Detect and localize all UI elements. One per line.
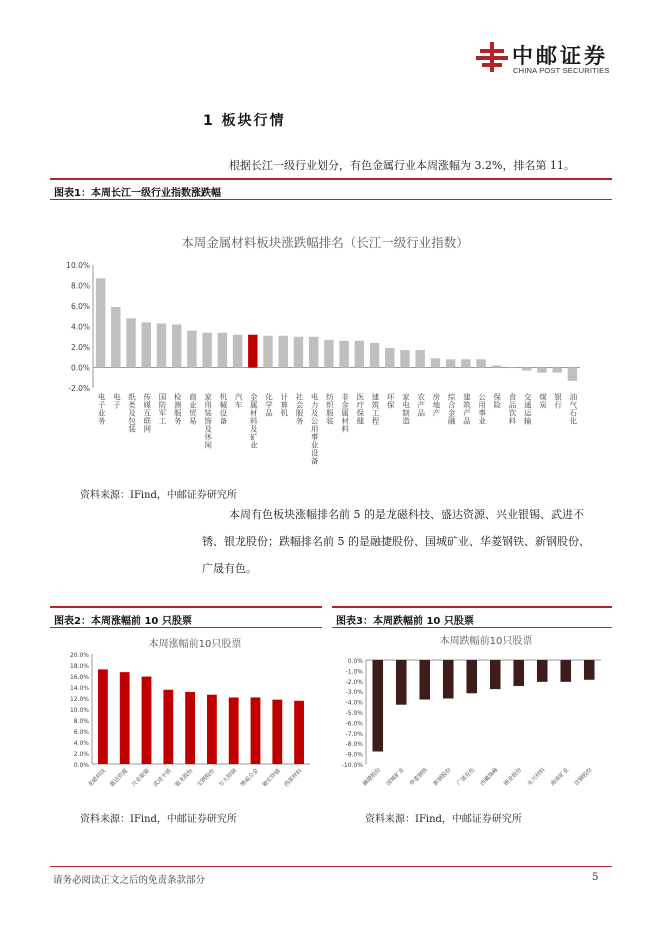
y-tick-label: -6.0% bbox=[345, 720, 363, 728]
y-tick-label: 4.0% bbox=[73, 740, 89, 747]
category-label: 农产品 bbox=[417, 392, 425, 418]
category-label: 综合金融 bbox=[447, 392, 456, 426]
figure2-header bbox=[50, 606, 322, 628]
bar bbox=[96, 278, 105, 367]
category-label: 锡业股份 bbox=[503, 767, 524, 788]
bar bbox=[513, 660, 524, 686]
bar bbox=[492, 365, 501, 367]
footer-disclaimer: 请务必阅读正文之后的免责条款部分 bbox=[53, 875, 206, 886]
category-label: 宝钢股份 bbox=[196, 768, 217, 789]
y-tick-label: 0.0% bbox=[73, 762, 89, 769]
bar bbox=[98, 669, 108, 764]
y-tick-label: 2.0% bbox=[73, 751, 89, 758]
company-name-en: CHINA POST SECURITIES bbox=[513, 66, 610, 75]
y-tick-label: -2.0% bbox=[345, 678, 363, 686]
category-label: 机械设备 bbox=[219, 392, 228, 426]
bar bbox=[415, 350, 424, 367]
footer-divider bbox=[50, 866, 612, 867]
category-label: 银行 bbox=[554, 392, 562, 410]
bar bbox=[229, 697, 239, 764]
bar bbox=[263, 336, 272, 368]
bar bbox=[185, 692, 195, 764]
category-label: 西部材料 bbox=[283, 768, 304, 789]
category-label: 盛达资源 bbox=[109, 768, 130, 789]
y-tick-label: 12.0% bbox=[69, 696, 89, 703]
category-label: 家用装饰及休闲 bbox=[204, 392, 212, 450]
bar bbox=[396, 660, 407, 705]
bar bbox=[443, 660, 454, 698]
y-tick-label: 10.0% bbox=[66, 261, 90, 270]
bar bbox=[419, 660, 430, 700]
category-label: 华菱钢铁 bbox=[409, 767, 430, 788]
bar bbox=[507, 368, 516, 369]
y-tick-label: 18.0% bbox=[69, 663, 89, 670]
bar bbox=[163, 690, 173, 764]
y-tick-label: -5.0% bbox=[345, 710, 363, 717]
bar bbox=[537, 660, 548, 682]
y-tick-label: 8.0% bbox=[73, 718, 89, 725]
top-gainers-chart bbox=[60, 630, 315, 800]
bar bbox=[157, 323, 166, 367]
bar bbox=[309, 337, 318, 368]
bar bbox=[552, 368, 561, 373]
category-label: 纸类及包装 bbox=[128, 392, 136, 434]
y-tick-label: -8.0% bbox=[345, 741, 363, 749]
category-label: 保险 bbox=[493, 392, 502, 410]
bar bbox=[111, 307, 120, 367]
bar bbox=[461, 359, 470, 367]
category-label: 武进不锈 bbox=[152, 768, 173, 789]
figure2-source: 资料来源：IFind，中邮证券研究所 bbox=[80, 814, 237, 825]
y-tick-label: 14.0% bbox=[69, 685, 89, 692]
bar bbox=[339, 341, 348, 368]
summary-line-3: 广晟有色。 bbox=[202, 562, 257, 575]
category-label: 国防军工 bbox=[158, 392, 167, 426]
category-label: 计算机 bbox=[280, 392, 288, 418]
bar bbox=[568, 368, 577, 381]
y-tick-label: -1.0% bbox=[345, 668, 363, 676]
category-label: 油气石化 bbox=[569, 392, 578, 426]
bar bbox=[142, 677, 152, 764]
category-label: 煤炭 bbox=[539, 392, 547, 410]
summary-line-2: 锈、银龙股份；跌幅排名前 5 的是融捷股份、国城矿业、华菱钢铁、新钢股份、 bbox=[202, 535, 590, 548]
bar bbox=[370, 343, 379, 368]
y-tick-label: 0.0% bbox=[70, 363, 90, 373]
y-tick-label: 6.0% bbox=[73, 729, 89, 736]
bar bbox=[142, 322, 151, 367]
category-label: 食品饮料 bbox=[508, 392, 517, 426]
category-label: 海南矿业 bbox=[550, 767, 571, 788]
category-label: 化学品 bbox=[265, 392, 273, 418]
bar bbox=[537, 368, 546, 373]
category-label: 兴业银锡 bbox=[130, 768, 151, 789]
y-tick-label: 0.0% bbox=[347, 658, 363, 665]
bar bbox=[355, 341, 364, 368]
bar bbox=[126, 318, 135, 367]
category-label: 环保 bbox=[387, 392, 395, 410]
chart-title: 本周涨幅前10只股票 bbox=[148, 639, 242, 650]
y-tick-label: -10.0% bbox=[341, 762, 363, 769]
bar bbox=[522, 368, 531, 371]
y-tick-label: -4.0% bbox=[345, 699, 363, 707]
figure1-label: 图表1：本周长江一级行业指数涨跌幅 bbox=[54, 188, 221, 199]
bar bbox=[279, 336, 288, 368]
bar bbox=[560, 660, 571, 682]
category-label: 建筑产品 bbox=[463, 392, 471, 426]
page-number: 5 bbox=[592, 872, 599, 883]
y-tick-label: -9.0% bbox=[345, 751, 363, 759]
y-tick-label: -2.0% bbox=[68, 384, 90, 393]
bar bbox=[446, 359, 455, 367]
bar bbox=[187, 331, 196, 368]
bar bbox=[207, 695, 217, 764]
category-label: 传媒互联网 bbox=[143, 392, 152, 434]
bar bbox=[294, 701, 304, 764]
bar bbox=[400, 350, 409, 367]
figure1-source: 资料来源：IFind，中邮证券研究所 bbox=[80, 490, 237, 501]
figure3-label: 图表3：本周跌幅前 10 只股票 bbox=[336, 616, 474, 627]
bar bbox=[431, 358, 440, 367]
category-label: 汽车 bbox=[234, 392, 243, 410]
intro-paragraph: 根据长江一级行业划分，有色金属行业本周涨幅为 3.2%，排名第 11。 bbox=[229, 159, 575, 172]
figure1-header bbox=[50, 178, 612, 200]
y-tick-label: 6.0% bbox=[70, 302, 90, 311]
category-label: 永兴材料 bbox=[526, 767, 547, 788]
category-label: 融捷股份 bbox=[362, 767, 383, 788]
industry-change-chart bbox=[50, 225, 612, 480]
chart-title: 本周金属材料板块涨跌幅排名（长江一级行业指数） bbox=[181, 235, 469, 250]
category-label: 龙磁科技 bbox=[87, 768, 108, 789]
section-title: 1 板块行情 bbox=[203, 113, 286, 129]
bar bbox=[324, 340, 333, 368]
bar bbox=[294, 337, 303, 368]
category-label: 新钢股份 bbox=[432, 767, 453, 788]
bar bbox=[490, 660, 501, 689]
bar bbox=[248, 335, 257, 368]
category-label: 房地产 bbox=[432, 392, 441, 418]
bar bbox=[476, 359, 485, 367]
category-label: 电力及公用事业设备 bbox=[310, 392, 319, 466]
category-label: 电子 bbox=[113, 392, 121, 410]
category-label: 商业贸易 bbox=[189, 392, 197, 426]
summary-line-1: 本周有色板块涨幅排名前 5 的是龙磁科技、盛达资源、兴业银锡、武进不 bbox=[229, 508, 584, 521]
category-label: 交通运输 bbox=[523, 392, 532, 426]
category-label: 电子业务 bbox=[97, 392, 106, 426]
y-tick-label: 20.0% bbox=[69, 652, 89, 659]
category-label: 非金属材料 bbox=[341, 392, 349, 434]
category-label: 西藏珠峰 bbox=[479, 767, 500, 788]
bar bbox=[218, 333, 227, 368]
bar bbox=[172, 324, 181, 367]
category-label: 公用事业 bbox=[478, 392, 486, 426]
bar bbox=[385, 348, 394, 367]
y-tick-label: 2.0% bbox=[70, 343, 90, 352]
category-label: 社会服务 bbox=[295, 392, 304, 426]
company-name-cn: 中邮证券 bbox=[512, 44, 608, 68]
y-tick-label: 8.0% bbox=[70, 281, 90, 291]
logo-mark-icon bbox=[476, 40, 510, 74]
chart-title: 本周跌幅前10只股票 bbox=[439, 636, 533, 647]
bar bbox=[202, 333, 211, 368]
category-label: 家电制造 bbox=[402, 392, 410, 426]
figure3-header bbox=[332, 606, 612, 628]
bar bbox=[584, 660, 595, 680]
category-label: 方大特钢 bbox=[218, 768, 239, 789]
category-label: 博威合金 bbox=[239, 768, 260, 789]
category-label: 建筑工程 bbox=[371, 392, 380, 426]
category-label: 检测服务 bbox=[173, 392, 182, 426]
y-tick-label: -3.0% bbox=[345, 689, 363, 697]
category-label: 银龙股份 bbox=[174, 768, 195, 789]
category-label: 国城矿业 bbox=[385, 767, 406, 788]
category-label: 金属材料及矿业 bbox=[250, 392, 258, 450]
category-label: 纺织服装 bbox=[326, 392, 334, 426]
bar bbox=[251, 697, 261, 764]
category-label: 驰宏锌锗 bbox=[261, 768, 282, 789]
bar bbox=[233, 335, 242, 368]
y-tick-label: 16.0% bbox=[69, 674, 89, 681]
figure3-source: 资料来源：IFind，中邮证券研究所 bbox=[365, 814, 522, 825]
top-losers-chart bbox=[336, 630, 608, 800]
bar bbox=[372, 660, 383, 752]
y-tick-label: 4.0% bbox=[70, 322, 90, 332]
bar bbox=[272, 700, 282, 764]
category-label: 广晟有色 bbox=[456, 767, 477, 788]
y-tick-label: -7.0% bbox=[345, 730, 363, 738]
y-tick-label: 10.0% bbox=[69, 707, 89, 714]
bar bbox=[466, 660, 477, 693]
category-label: 首钢股份 bbox=[573, 767, 594, 788]
bar bbox=[120, 672, 130, 764]
figure2-label: 图表2：本周涨幅前 10 只股票 bbox=[54, 616, 192, 627]
category-label: 医疗保健 bbox=[356, 392, 365, 426]
